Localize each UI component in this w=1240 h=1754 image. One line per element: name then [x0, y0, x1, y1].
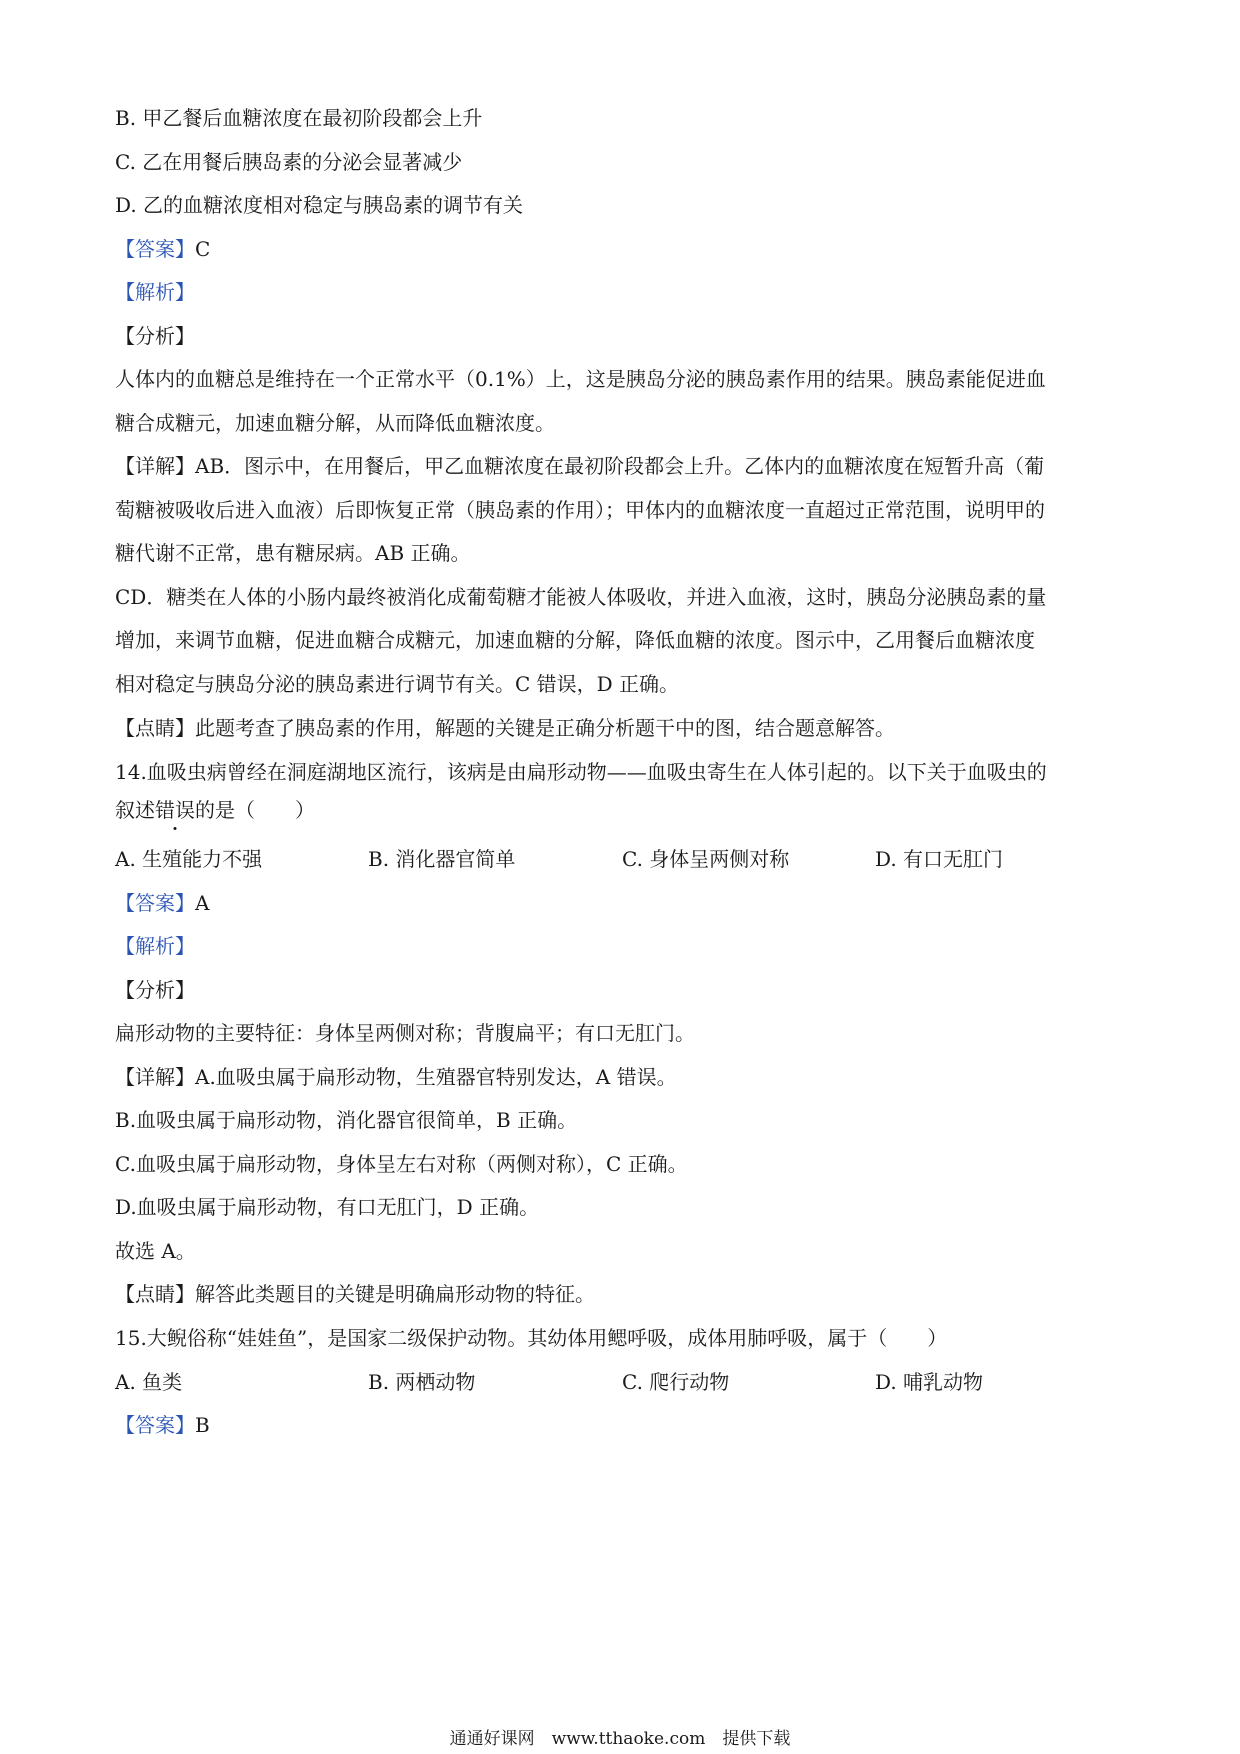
- q14-stem-line-1: 14.血吸虫病曾经在洞庭湖地区流行，该病是由扁形动物——血吸虫寄生在人体引起的。以下关于血吸虫的: [115, 760, 1047, 784]
- q14-options: [115, 847, 1135, 871]
- q14-detail-d: D.血吸虫属于扁形动物，有口无肛门，D 正确。: [115, 1195, 540, 1219]
- q14-comment: 【点睛】解答此类题目的关键是明确扁形动物的特征。: [115, 1282, 595, 1306]
- q14-fenxi-heading: 【分析】: [115, 978, 195, 1002]
- q14-conclusion: 故选 A。: [115, 1239, 196, 1263]
- page-footer: 通通好课网 www.tthaoke.com 提供下载: [449, 1729, 791, 1749]
- q13-jiexi-heading: 【解析】: [115, 280, 195, 304]
- q15-option-a: A. 鱼类: [115, 1370, 183, 1394]
- q14-option-b: B. 消化器官简单: [368, 847, 516, 871]
- q13-detail-line-4: CD．糖类在人体的小肠内最终被消化成葡萄糖才能被人体吸收，并进入血液，这时，胰岛分泌胰岛素的量: [115, 585, 1047, 609]
- q15-option-c: C. 爬行动物: [622, 1370, 730, 1394]
- q13-analysis-line-1: 人体内的血糖总是维持在一个正常水平（0.1%）上，这是胰岛分泌的胰岛素作用的结果。胰岛素能促进血: [115, 367, 1046, 391]
- q14-detail-c: C.血吸虫属于扁形动物，身体呈左右对称（两侧对称），C 正确。: [115, 1152, 688, 1176]
- q15-stem: 15.大鲵俗称“娃娃鱼”，是国家二级保护动物。其幼体用鳃呼吸，成体用肺呼吸，属于（ ）: [115, 1326, 948, 1350]
- q14-analysis: 扁形动物的主要特征：身体呈两侧对称；背腹扁平；有口无肛门。: [115, 1021, 695, 1045]
- q13-answer: [115, 237, 1135, 261]
- q14-answer: [115, 891, 1135, 915]
- q13-detail-line-6: 相对稳定与胰岛分泌的胰岛素进行调节有关。C 错误，D 正确。: [115, 672, 680, 696]
- q14-detail-a: 【详解】A.血吸虫属于扁形动物，生殖器官特别发达，A 错误。: [115, 1065, 677, 1089]
- q14-option-a: A. 生殖能力不强: [115, 847, 263, 871]
- q14-stem-part: 叙述: [115, 798, 155, 822]
- q14-option-c: C. 身体呈两侧对称: [622, 847, 790, 871]
- q13-option-c: C. 乙在用餐后胰岛素的分泌会显著减少: [115, 150, 463, 174]
- q14-stem-part: 的是（ ）: [195, 798, 315, 822]
- q14-option-d: D. 有口无肛门: [875, 847, 1004, 871]
- q15-options: [115, 1370, 1135, 1394]
- answer-value: A: [195, 891, 210, 915]
- answer-tag: 【答案】: [115, 1413, 195, 1437]
- answer-value: B: [195, 1413, 210, 1437]
- q13-detail-line-2: 萄糖被吸收后进入血液）后即恢复正常（胰岛素的作用）；甲体内的血糖浓度一直超过正常范围，说明甲的: [115, 498, 1045, 522]
- q13-analysis-line-2: 糖合成糖元，加速血糖分解，从而降低血糖浓度。: [115, 411, 555, 435]
- q13-detail-line-5: 增加，来调节血糖，促进血糖合成糖元，加速血糖的分解，降低血糖的浓度。图示中，乙用餐后血糖浓度: [115, 628, 1035, 652]
- q14-jiexi-heading: 【解析】: [115, 934, 195, 958]
- emphasis-wrong: 错误: [155, 798, 195, 822]
- q14-stem-line-2: [115, 798, 1135, 822]
- q13-option-d: D. 乙的血糖浓度相对稳定与胰岛素的调节有关: [115, 193, 524, 217]
- q14-detail-b: B.血吸虫属于扁形动物，消化器官很简单，B 正确。: [115, 1108, 578, 1132]
- answer-tag: 【答案】: [115, 891, 195, 915]
- q15-option-d: D. 哺乳动物: [875, 1370, 984, 1394]
- q13-detail-line-3: 糖代谢不正常，患有糖尿病。AB 正确。: [115, 541, 471, 565]
- q13-option-b: B. 甲乙餐后血糖浓度在最初阶段都会上升: [115, 106, 483, 130]
- q15-answer: [115, 1413, 1135, 1437]
- q13-detail-line-1: 【详解】AB．图示中，在用餐后，甲乙血糖浓度在最初阶段都会上升。乙体内的血糖浓度在短暂升高（葡: [115, 454, 1045, 478]
- q13-fenxi-heading: 【分析】: [115, 324, 195, 348]
- answer-value: C: [195, 237, 211, 261]
- q13-comment: 【点睛】此题考查了胰岛素的作用，解题的关键是正确分析题干中的图，结合题意解答。: [115, 716, 895, 740]
- q15-option-b: B. 两栖动物: [368, 1370, 476, 1394]
- answer-tag: 【答案】: [115, 237, 195, 261]
